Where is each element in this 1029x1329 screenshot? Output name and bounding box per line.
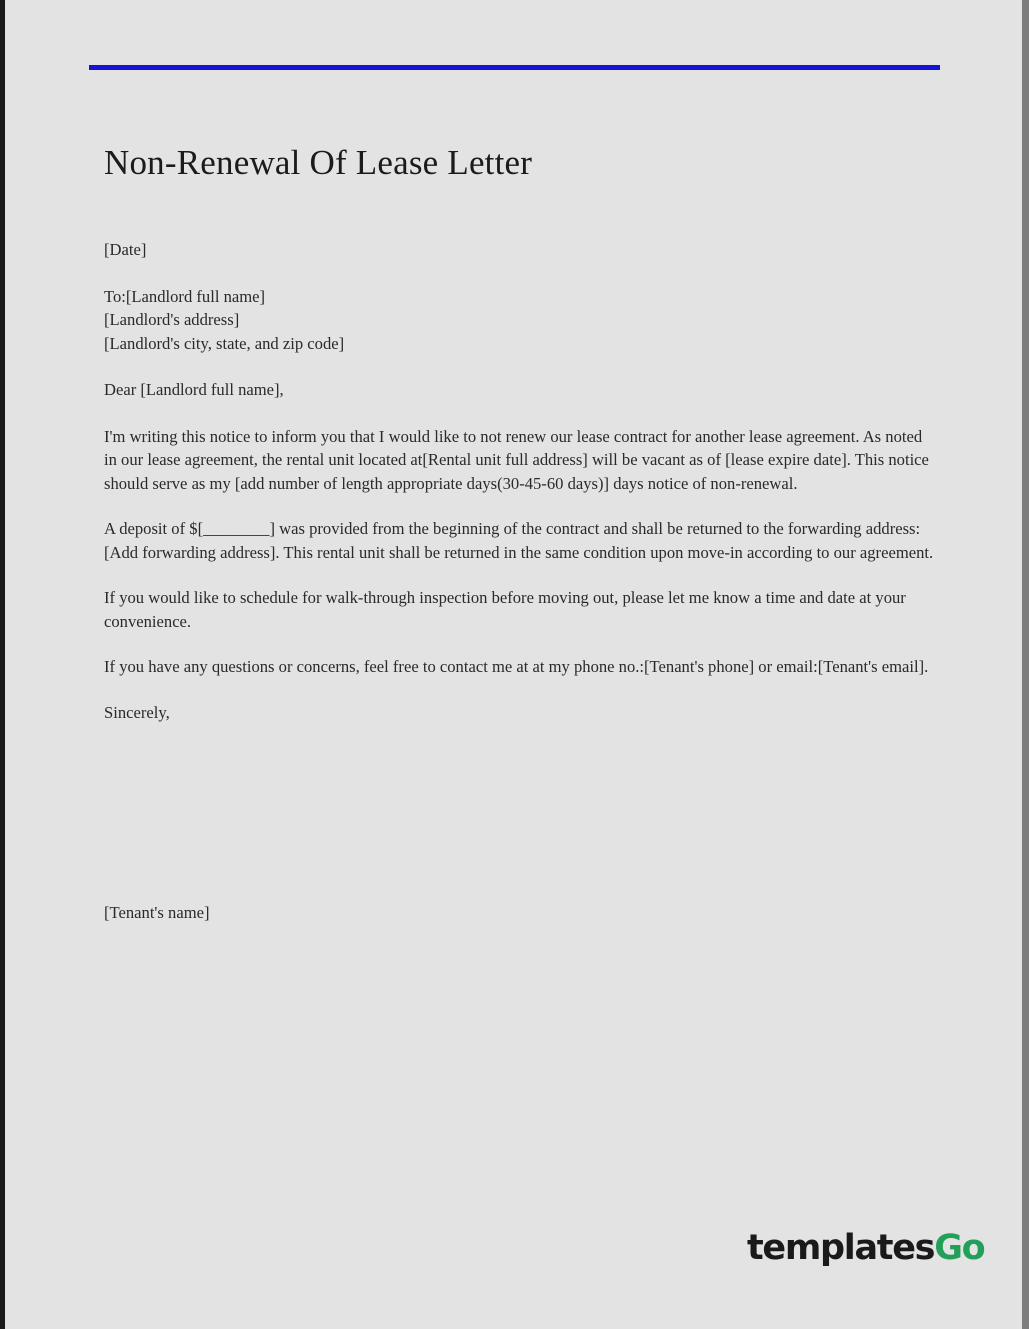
paragraph-contact-info: If you have any questions or concerns, feel free to contact me at at my phone no.:[Tenant's phone] or email:[Tenant's email]. <box>104 657 929 676</box>
salutation: Dear [Landlord full name], <box>104 380 284 399</box>
page-canvas <box>5 0 1022 1329</box>
signature-name: [Tenant's name] <box>104 903 210 922</box>
closing: Sincerely, <box>104 702 170 722</box>
paragraph-non-renewal-notice: I'm writing this notice to inform you that I would like to not renew our lease contract for another lease agreement. As noted in our lease agreement, the rental unit located at[Rental unit full address] will be vacant as of [lease expire date]. This notice should serve as my [add number of length appropriate days(30-45-60 days)] days notice of non-renewal. <box>104 426 929 493</box>
paragraph-walkthrough-inspection: If you would like to schedule for walk-through inspection before moving out, please let me know a time and date at your convenience. <box>104 588 906 631</box>
recipient-block <box>104 285 934 356</box>
letter-body <box>104 238 934 746</box>
page-title: Non-Renewal Of Lease Letter <box>104 143 533 183</box>
templatesgo-logo <box>747 1228 985 1268</box>
header-rule <box>89 65 940 70</box>
logo-accent-text: Go <box>934 1228 985 1268</box>
recipient-city-state-zip-line: [Landlord's city, state, and zip code] <box>104 333 345 353</box>
recipient-to-line: To:[Landlord full name] <box>104 286 266 306</box>
date-line: [Date] <box>104 240 147 259</box>
recipient-address-line: [Landlord's address] <box>104 310 240 329</box>
paragraph-deposit-return: A deposit of $[________] was provided from the beginning of the contract and shall be returned to the forwarding address:[Add forwarding address]. This rental unit shall be returned in the same condition upon move-in according to our agreement. <box>104 519 934 562</box>
logo-primary-text: templates <box>747 1228 935 1268</box>
